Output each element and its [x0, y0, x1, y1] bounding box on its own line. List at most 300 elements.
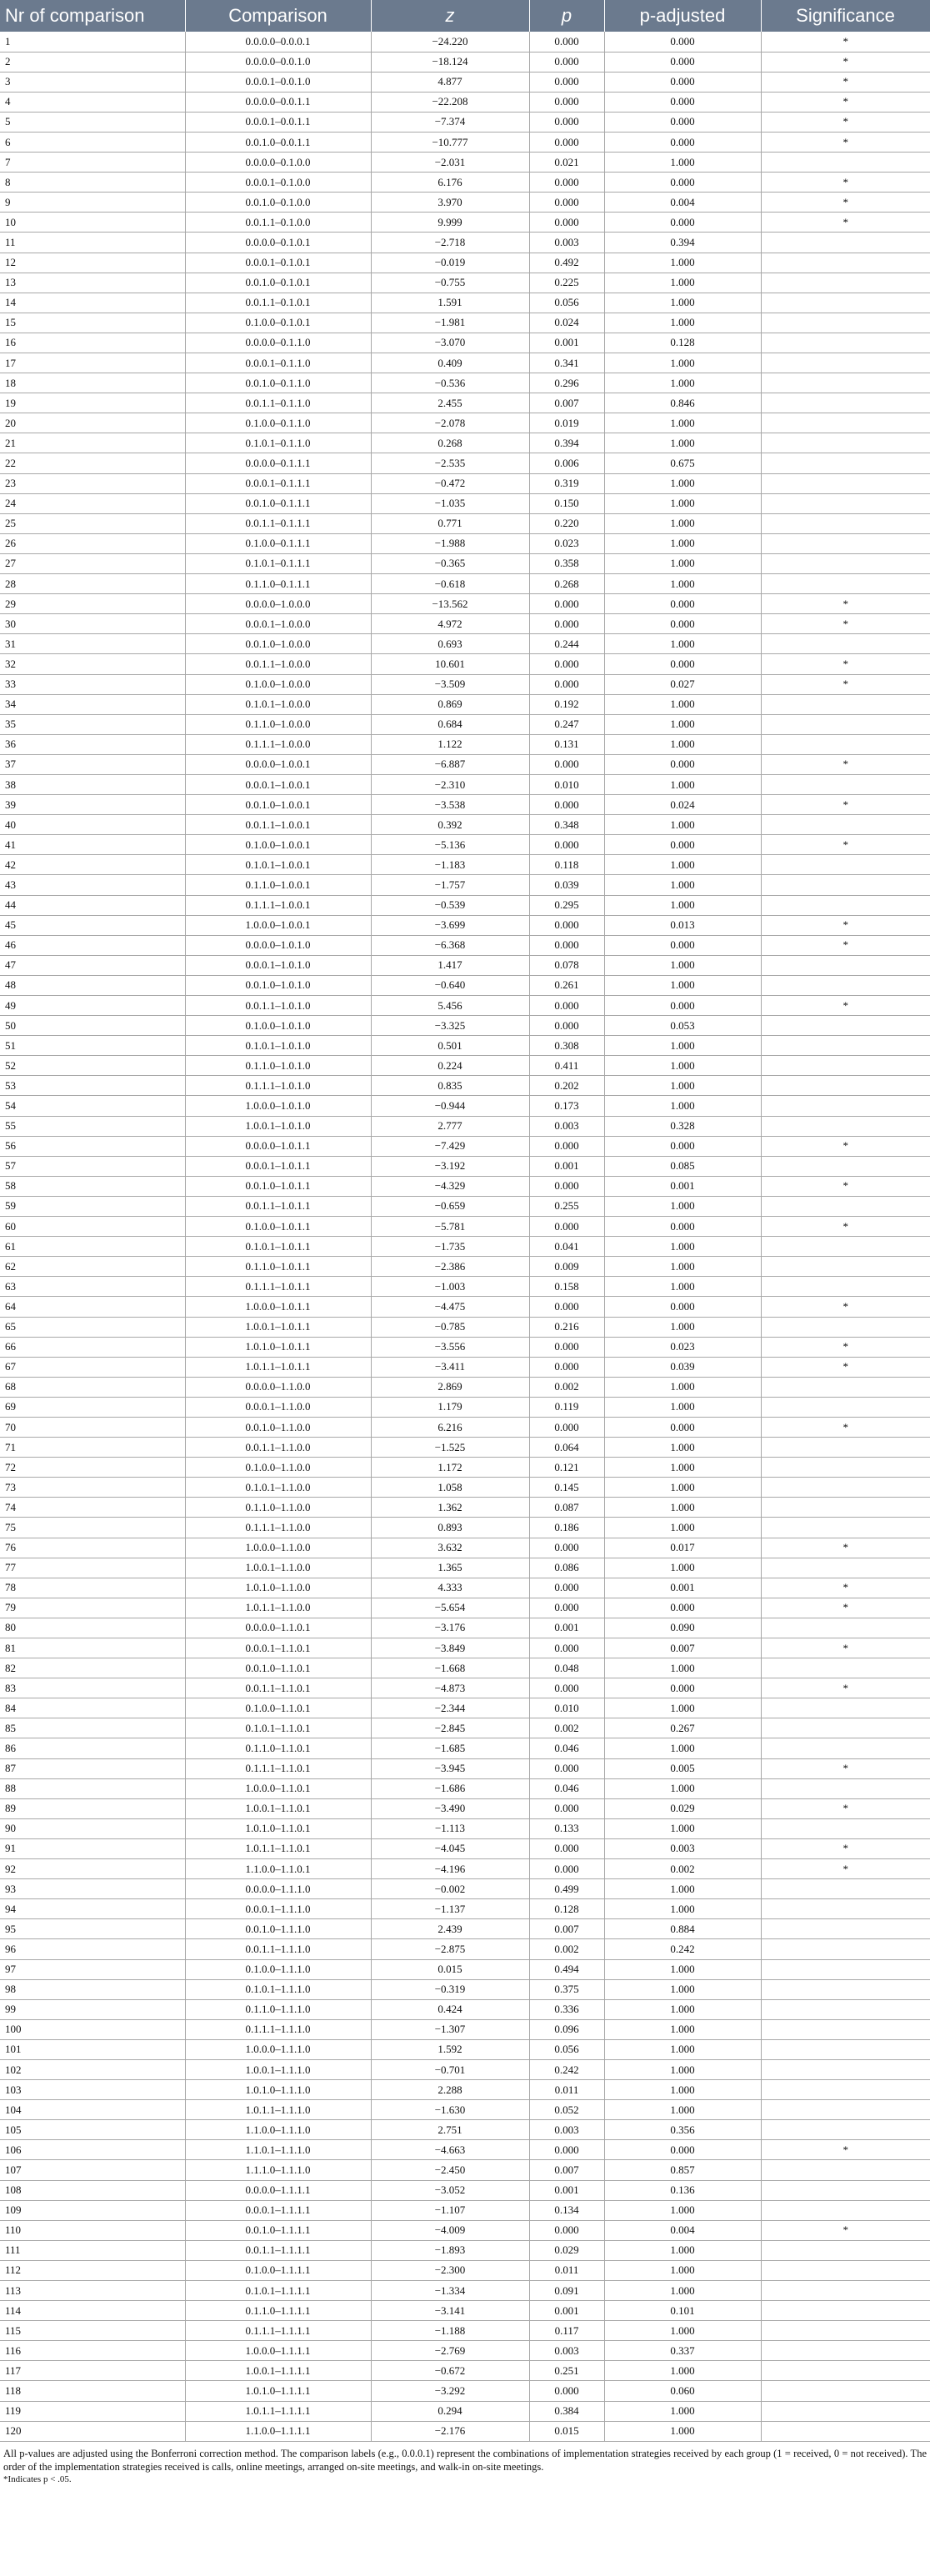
cell-p-adjusted: 0.000: [604, 2140, 761, 2160]
cell-significance: [761, 815, 930, 835]
cell-p: 0.087: [529, 1498, 604, 1518]
cell-significance: *: [761, 1758, 930, 1778]
cell-z: 0.835: [371, 1076, 529, 1096]
cell-z: 6.176: [371, 173, 529, 193]
cell-z: 4.877: [371, 72, 529, 92]
cell-p: 0.255: [529, 1196, 604, 1216]
cell-nr: 102: [0, 2059, 185, 2079]
cell-z: −1.988: [371, 533, 529, 553]
cell-comparison: 0.0.1.1–0.1.1.1: [185, 513, 371, 533]
cell-p: 0.000: [529, 1016, 604, 1036]
cell-comparison: 1.0.0.0–1.1.1.0: [185, 2039, 371, 2059]
cell-z: 2.869: [371, 1377, 529, 1397]
cell-comparison: 0.0.1.1–0.1.0.0: [185, 213, 371, 233]
cell-p: 0.011: [529, 2080, 604, 2100]
cell-p: 0.244: [529, 634, 604, 654]
cell-p: 0.000: [529, 193, 604, 213]
cell-nr: 32: [0, 654, 185, 674]
cell-nr: 41: [0, 835, 185, 855]
cell-p-adjusted: 0.085: [604, 1156, 761, 1176]
cell-comparison: 0.0.1.0–0.0.1.1: [185, 132, 371, 152]
cell-nr: 114: [0, 2301, 185, 2321]
cell-p: 0.494: [529, 1959, 604, 1979]
cell-nr: 89: [0, 1798, 185, 1818]
cell-z: −2.078: [371, 413, 529, 433]
cell-p: 0.000: [529, 213, 604, 233]
cell-p-adjusted: 1.000: [604, 1317, 761, 1337]
cell-comparison: 0.1.0.1–1.1.1.1: [185, 2281, 371, 2301]
cell-z: −1.893: [371, 2240, 529, 2260]
cell-significance: [761, 1919, 930, 1939]
cell-significance: [761, 493, 930, 513]
cell-comparison: 0.0.1.0–1.0.1.1: [185, 1176, 371, 1196]
cell-significance: [761, 513, 930, 533]
cell-nr: 74: [0, 1498, 185, 1518]
cell-p: 0.134: [529, 2200, 604, 2220]
cell-nr: 57: [0, 1156, 185, 1176]
table-row: [0, 2341, 930, 2361]
cell-p-adjusted: 1.000: [604, 855, 761, 875]
cell-p-adjusted: 0.000: [604, 1678, 761, 1698]
table-row: [0, 413, 930, 433]
cell-nr: 83: [0, 1678, 185, 1698]
cell-p: 0.009: [529, 1257, 604, 1277]
cell-significance: *: [761, 996, 930, 1016]
cell-p-adjusted: 1.000: [604, 1738, 761, 1758]
table-row: [0, 1658, 930, 1678]
cell-p-adjusted: 0.000: [604, 594, 761, 614]
cell-p: 0.000: [529, 1798, 604, 1818]
cell-significance: [761, 955, 930, 975]
cell-comparison: 0.0.1.1–0.1.1.0: [185, 393, 371, 413]
cell-z: 0.268: [371, 433, 529, 453]
cell-comparison: 1.0.0.1–1.1.1.0: [185, 2059, 371, 2079]
cell-z: −2.176: [371, 2421, 529, 2441]
cell-comparison: 0.0.0.0–1.0.1.1: [185, 1136, 371, 1156]
table-row: [0, 52, 930, 72]
cell-comparison: 1.0.1.0–1.0.1.1: [185, 1337, 371, 1357]
cell-p-adjusted: 0.000: [604, 32, 761, 52]
cell-z: −3.945: [371, 1758, 529, 1778]
cell-p: 0.296: [529, 373, 604, 393]
cell-p-adjusted: 1.000: [604, 2039, 761, 2059]
table-row: [0, 233, 930, 253]
table-row: [0, 253, 930, 273]
table-row: [0, 674, 930, 694]
cell-comparison: 0.1.0.1–1.1.0.1: [185, 1718, 371, 1738]
cell-significance: *: [761, 1678, 930, 1698]
cell-significance: [761, 1738, 930, 1758]
cell-significance: [761, 2381, 930, 2401]
cell-comparison: 0.1.1.1–1.0.1.0: [185, 1076, 371, 1096]
cell-p: 0.145: [529, 1478, 604, 1498]
cell-p-adjusted: 1.000: [604, 1237, 761, 1257]
table-row: [0, 734, 930, 754]
table-row: [0, 2080, 930, 2100]
cell-z: −2.769: [371, 2341, 529, 2361]
cell-z: 1.058: [371, 1478, 529, 1498]
header-z: z: [371, 0, 529, 32]
cell-significance: [761, 855, 930, 875]
cell-p-adjusted: 1.000: [604, 1397, 761, 1417]
cell-p-adjusted: 0.017: [604, 1538, 761, 1558]
cell-comparison: 0.0.0.1–1.0.0.0: [185, 614, 371, 634]
cell-significance: [761, 2019, 930, 2039]
cell-comparison: 0.0.1.1–1.0.1.1: [185, 1196, 371, 1216]
table-row: [0, 1417, 930, 1437]
cell-comparison: 0.0.0.1–0.0.1.0: [185, 72, 371, 92]
cell-comparison: 1.0.0.0–1.1.1.1: [185, 2341, 371, 2361]
cell-comparison: 0.1.1.0–1.0.0.1: [185, 875, 371, 895]
cell-significance: [761, 574, 930, 594]
cell-significance: [761, 2341, 930, 2361]
table-row: [0, 1718, 930, 1738]
cell-nr: 27: [0, 553, 185, 573]
cell-comparison: 0.1.0.1–1.1.0.0: [185, 1478, 371, 1498]
cell-comparison: 0.1.0.1–1.0.1.0: [185, 1036, 371, 1056]
table-row: [0, 32, 930, 52]
table-row: [0, 1156, 930, 1176]
cell-p-adjusted: 1.000: [604, 273, 761, 293]
header-nr: Nr of comparison: [0, 0, 185, 32]
cell-z: −10.777: [371, 132, 529, 152]
cell-significance: [761, 1518, 930, 1538]
cell-z: −18.124: [371, 52, 529, 72]
cell-comparison: 0.1.1.1–1.1.1.0: [185, 2019, 371, 2039]
cell-z: −1.685: [371, 1738, 529, 1758]
cell-significance: *: [761, 1838, 930, 1858]
table-row: [0, 273, 930, 293]
cell-nr: 85: [0, 1718, 185, 1738]
table-row: [0, 473, 930, 493]
cell-significance: *: [761, 92, 930, 112]
cell-comparison: 0.0.0.0–0.1.0.1: [185, 233, 371, 253]
cell-p: 0.000: [529, 132, 604, 152]
cell-comparison: 0.1.0.1–0.1.1.1: [185, 553, 371, 573]
cell-p-adjusted: 1.000: [604, 1999, 761, 2019]
cell-z: −0.319: [371, 1979, 529, 1999]
cell-nr: 77: [0, 1558, 185, 1578]
cell-significance: [761, 2421, 930, 2441]
cell-z: −1.630: [371, 2100, 529, 2120]
table-row: [0, 875, 930, 895]
table-row: [0, 2039, 930, 2059]
cell-z: −0.701: [371, 2059, 529, 2079]
cell-significance: [761, 1438, 930, 1458]
cell-p-adjusted: 0.101: [604, 2301, 761, 2321]
cell-nr: 79: [0, 1598, 185, 1618]
cell-comparison: 1.0.1.1–1.0.1.1: [185, 1357, 371, 1377]
cell-significance: [761, 1959, 930, 1979]
cell-significance: *: [761, 614, 930, 634]
cell-z: −4.009: [371, 2220, 529, 2240]
cell-z: −3.556: [371, 1337, 529, 1357]
cell-p: 0.064: [529, 1438, 604, 1458]
cell-comparison: 0.1.1.1–1.1.1.1: [185, 2321, 371, 2341]
cell-z: 1.417: [371, 955, 529, 975]
cell-z: −4.196: [371, 1859, 529, 1879]
cell-p: 0.010: [529, 1698, 604, 1718]
cell-comparison: 0.0.0.1–1.1.1.0: [185, 1899, 371, 1919]
cell-nr: 31: [0, 634, 185, 654]
cell-z: −1.003: [371, 1277, 529, 1297]
cell-significance: [761, 273, 930, 293]
cell-z: −0.755: [371, 273, 529, 293]
cell-p: 0.003: [529, 2120, 604, 2140]
cell-z: −1.107: [371, 2200, 529, 2220]
cell-p: 0.000: [529, 1337, 604, 1357]
cell-z: 3.970: [371, 193, 529, 213]
cell-comparison: 0.1.0.0–1.1.1.1: [185, 2260, 371, 2280]
cell-comparison: 0.0.0.1–0.1.1.0: [185, 353, 371, 373]
cell-significance: [761, 2039, 930, 2059]
cell-p: 0.000: [529, 1136, 604, 1156]
cell-p-adjusted: 1.000: [604, 955, 761, 975]
cell-p: 0.056: [529, 293, 604, 313]
cell-nr: 54: [0, 1096, 185, 1116]
table-row: [0, 2120, 930, 2140]
cell-comparison: 1.0.0.0–1.0.1.1: [185, 1297, 371, 1317]
cell-nr: 36: [0, 734, 185, 754]
cell-p: 0.186: [529, 1518, 604, 1538]
cell-comparison: 0.1.1.0–1.1.1.0: [185, 1999, 371, 2019]
cell-p: 0.000: [529, 173, 604, 193]
cell-significance: [761, 1397, 930, 1417]
cell-z: 0.294: [371, 2401, 529, 2421]
cell-nr: 21: [0, 433, 185, 453]
cell-z: 1.591: [371, 293, 529, 313]
cell-z: −2.344: [371, 1698, 529, 1718]
cell-significance: [761, 233, 930, 253]
cell-nr: 47: [0, 955, 185, 975]
cell-significance: [761, 2301, 930, 2321]
cell-nr: 111: [0, 2240, 185, 2260]
cell-nr: 71: [0, 1438, 185, 1458]
cell-z: 1.179: [371, 1397, 529, 1417]
cell-comparison: 0.0.0.0–0.0.1.1: [185, 92, 371, 112]
cell-p: 0.268: [529, 574, 604, 594]
cell-significance: [761, 333, 930, 353]
cell-significance: *: [761, 132, 930, 152]
cell-comparison: 0.1.1.0–1.0.1.0: [185, 1056, 371, 1076]
cell-p: 0.029: [529, 2240, 604, 2260]
cell-significance: [761, 553, 930, 573]
cell-significance: [761, 875, 930, 895]
cell-nr: 20: [0, 413, 185, 433]
cell-significance: [761, 1498, 930, 1518]
cell-z: 0.015: [371, 1959, 529, 1979]
cell-z: 10.601: [371, 654, 529, 674]
cell-z: −0.659: [371, 1196, 529, 1216]
cell-comparison: 0.0.0.0–1.1.0.0: [185, 1377, 371, 1397]
cell-p-adjusted: 1.000: [604, 1438, 761, 1458]
table-row: [0, 1196, 930, 1216]
cell-significance: [761, 533, 930, 553]
cell-p-adjusted: 1.000: [604, 473, 761, 493]
header-comparison: Comparison: [185, 0, 371, 32]
cell-significance: [761, 1879, 930, 1899]
cell-p-adjusted: 1.000: [604, 1277, 761, 1297]
cell-p: 0.000: [529, 1417, 604, 1437]
cell-nr: 35: [0, 714, 185, 734]
cell-significance: [761, 1277, 930, 1297]
cell-nr: 109: [0, 2200, 185, 2220]
cell-p-adjusted: 1.000: [604, 975, 761, 995]
table-row: [0, 1076, 930, 1096]
table-row: [0, 2019, 930, 2039]
cell-nr: 60: [0, 1217, 185, 1237]
cell-nr: 91: [0, 1838, 185, 1858]
cell-comparison: 0.0.0.1–0.1.1.1: [185, 473, 371, 493]
table-row: [0, 1056, 930, 1076]
cell-nr: 62: [0, 1257, 185, 1277]
cell-z: −4.475: [371, 1297, 529, 1317]
cell-z: −3.490: [371, 1798, 529, 1818]
table-row: [0, 493, 930, 513]
cell-significance: *: [761, 915, 930, 935]
cell-nr: 94: [0, 1899, 185, 1919]
cell-nr: 112: [0, 2260, 185, 2280]
cell-z: −13.562: [371, 594, 529, 614]
cell-comparison: 1.0.1.0–1.1.1.1: [185, 2381, 371, 2401]
cell-nr: 70: [0, 1417, 185, 1437]
cell-comparison: 1.1.1.0–1.1.1.0: [185, 2160, 371, 2180]
cell-comparison: 0.0.0.0–1.0.0.1: [185, 754, 371, 774]
cell-z: 1.122: [371, 734, 529, 754]
cell-significance: [761, 2080, 930, 2100]
cell-p-adjusted: 1.000: [604, 2361, 761, 2381]
cell-comparison: 0.1.0.0–1.0.0.1: [185, 835, 371, 855]
cell-p-adjusted: 0.007: [604, 1638, 761, 1658]
cell-nr: 8: [0, 173, 185, 193]
cell-nr: 28: [0, 574, 185, 594]
cell-comparison: 1.0.1.1–1.1.1.1: [185, 2401, 371, 2421]
cell-comparison: 0.0.1.0–1.0.1.0: [185, 975, 371, 995]
table-row: [0, 553, 930, 573]
cell-p: 0.000: [529, 614, 604, 634]
cell-nr: 100: [0, 2019, 185, 2039]
cell-nr: 19: [0, 393, 185, 413]
cell-nr: 108: [0, 2180, 185, 2200]
cell-p: 0.007: [529, 1919, 604, 1939]
cell-p-adjusted: 0.328: [604, 1116, 761, 1136]
cell-p: 0.001: [529, 333, 604, 353]
cell-p-adjusted: 1.000: [604, 2281, 761, 2301]
cell-nr: 86: [0, 1738, 185, 1758]
table-row: [0, 153, 930, 173]
cell-significance: [761, 2321, 930, 2341]
cell-comparison: 0.0.1.1–1.0.1.0: [185, 996, 371, 1016]
cell-nr: 113: [0, 2281, 185, 2301]
table-row: [0, 333, 930, 353]
cell-z: −3.509: [371, 674, 529, 694]
cell-p: 0.319: [529, 473, 604, 493]
cell-comparison: 0.1.1.0–1.1.0.1: [185, 1738, 371, 1758]
cell-z: −7.429: [371, 1136, 529, 1156]
cell-nr: 92: [0, 1859, 185, 1879]
cell-significance: [761, 373, 930, 393]
cell-nr: 68: [0, 1377, 185, 1397]
cell-p: 0.492: [529, 253, 604, 273]
cell-comparison: 0.0.1.1–1.1.0.0: [185, 1438, 371, 1458]
cell-p: 0.096: [529, 2019, 604, 2039]
cell-p: 0.000: [529, 674, 604, 694]
cell-significance: [761, 293, 930, 313]
cell-z: −1.668: [371, 1658, 529, 1678]
cell-z: −3.538: [371, 795, 529, 815]
cell-z: −0.944: [371, 1096, 529, 1116]
cell-z: −0.785: [371, 1317, 529, 1337]
table-row: [0, 1518, 930, 1538]
table-row: [0, 433, 930, 453]
cell-comparison: 1.0.1.1–1.1.0.0: [185, 1598, 371, 1618]
cell-significance: [761, 1478, 930, 1498]
cell-p: 0.000: [529, 1598, 604, 1618]
cell-comparison: 0.0.1.1–1.1.0.1: [185, 1678, 371, 1698]
cell-p: 0.121: [529, 1458, 604, 1478]
cell-z: 0.409: [371, 353, 529, 373]
table-row: [0, 1959, 930, 1979]
table-row: [0, 754, 930, 774]
cell-p-adjusted: 0.001: [604, 1176, 761, 1196]
cell-z: −0.640: [371, 975, 529, 995]
cell-nr: 26: [0, 533, 185, 553]
cell-p: 0.000: [529, 32, 604, 52]
cell-z: −2.718: [371, 233, 529, 253]
cell-p-adjusted: 1.000: [604, 493, 761, 513]
table-row: [0, 1638, 930, 1658]
cell-p-adjusted: 1.000: [604, 1196, 761, 1216]
table-row: [0, 2321, 930, 2341]
cell-z: −3.292: [371, 2381, 529, 2401]
table-row: [0, 1838, 930, 1858]
cell-p: 0.000: [529, 1838, 604, 1858]
cell-z: −2.450: [371, 2160, 529, 2180]
table-row: [0, 2301, 930, 2321]
cell-nr: 1: [0, 32, 185, 52]
cell-p-adjusted: 0.002: [604, 1859, 761, 1879]
cell-z: −2.875: [371, 1939, 529, 1959]
cell-p-adjusted: 1.000: [604, 1518, 761, 1538]
cell-z: −1.035: [371, 493, 529, 513]
cell-comparison: 0.0.0.0–0.0.0.1: [185, 32, 371, 52]
cell-significance: *: [761, 835, 930, 855]
cell-p-adjusted: 0.884: [604, 1919, 761, 1939]
cell-p: 0.001: [529, 1156, 604, 1176]
table-row: [0, 996, 930, 1016]
cell-comparison: 1.0.1.1–1.1.1.0: [185, 2100, 371, 2120]
cell-comparison: 1.0.0.0–1.1.0.1: [185, 1778, 371, 1798]
cell-p-adjusted: 0.356: [604, 2120, 761, 2140]
cell-nr: 81: [0, 1638, 185, 1658]
cell-significance: *: [761, 1176, 930, 1196]
cell-p: 0.000: [529, 1859, 604, 1879]
table-row: [0, 112, 930, 132]
cell-z: −22.208: [371, 92, 529, 112]
cell-p-adjusted: 0.060: [604, 2381, 761, 2401]
cell-p-adjusted: 1.000: [604, 1818, 761, 1838]
cell-significance: [761, 1116, 930, 1136]
cell-p-adjusted: 1.000: [604, 1056, 761, 1076]
cell-p: 0.000: [529, 1538, 604, 1558]
cell-p-adjusted: 0.128: [604, 333, 761, 353]
cell-z: 6.216: [371, 1417, 529, 1437]
cell-comparison: 0.0.1.0–1.0.0.0: [185, 634, 371, 654]
cell-significance: *: [761, 1357, 930, 1377]
cell-comparison: 0.1.1.0–0.1.1.1: [185, 574, 371, 594]
cell-comparison: 0.0.0.0–0.1.1.0: [185, 333, 371, 353]
table-row: [0, 2281, 930, 2301]
